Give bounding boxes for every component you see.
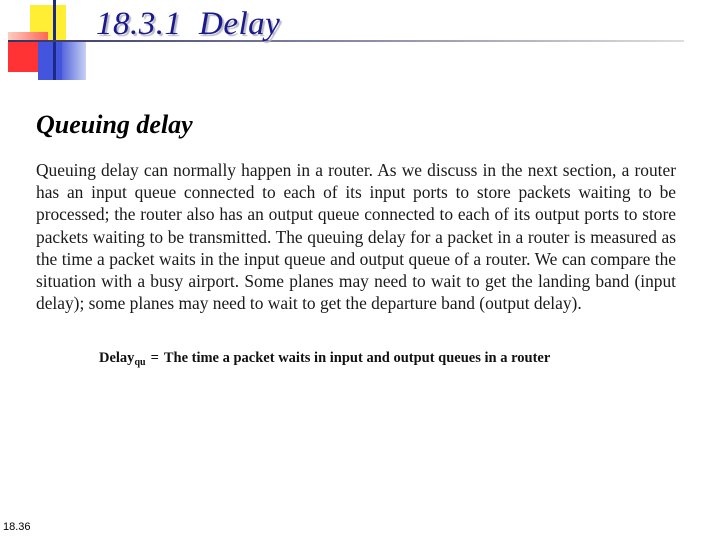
formula-equals: = bbox=[150, 350, 159, 366]
delay-formula bbox=[99, 350, 550, 368]
page-number: 18.36 bbox=[3, 521, 31, 533]
section-subheading: Queuing delay bbox=[36, 110, 193, 139]
decorative-blue-fade bbox=[62, 42, 86, 80]
formula-rhs: The time a packet waits in input and output queues in a router bbox=[163, 350, 551, 366]
formula-lhs-subscript: qu bbox=[134, 357, 146, 368]
formula-lhs: Delay bbox=[99, 350, 135, 366]
slide-title: 18.3.1 Delay bbox=[96, 6, 281, 42]
body-paragraph: Queuing delay can normally happen in a router. As we discuss in the next section, a router has an input queue connected to each of its input ports to store packets waiting to be processed; the router also has an output queue connected to each of its output ports to store packets waiting to be transmitted. The queuing delay for a packet in a router is measured as the time a packet waits in the input queue and output queue of a router. We can compare the situation with a busy airport. Some planes may need to wait to get the landing band (input delay); some planes may need to wait to get the departure band (output delay). bbox=[36, 160, 676, 314]
